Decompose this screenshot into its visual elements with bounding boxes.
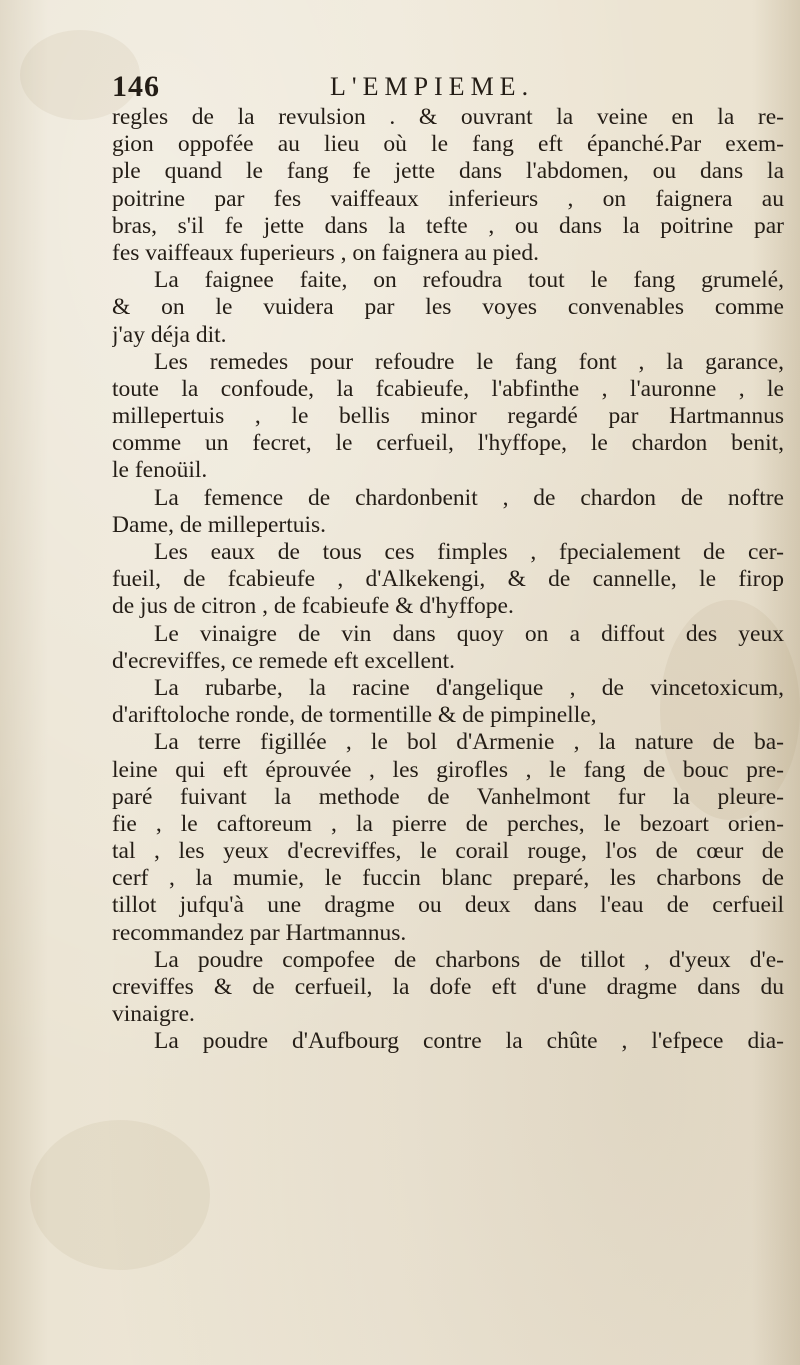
text-line: La poudre d'Aufbourg contre la chûte , l'efpece dia- [154,1028,784,1055]
text-line: Le vinaigre de vin dans quoy on a diffout des yeux [154,620,784,647]
text-line: toute la confoude, la fcabieufe, l'abfinthe , l'auronne , le [112,375,784,402]
text-line: le fenoüil. [112,457,208,484]
text-line: d'ariftoloche ronde, de tormentille & de pimpinelle, [112,702,597,729]
text-line: gion oppofée au lieu où le fang eft épanché.Par exem- [112,131,784,158]
text-line: bras, s'il fe jette dans la tefte , ou dans la poitrine par [112,212,784,239]
paper-stain [30,1120,210,1270]
text-line: d'ecreviffes, ce remede eft excellent. [112,647,456,674]
text-line: La terre figillée , le bol d'Armenie , la nature de ba- [154,729,784,756]
text-line: Les remedes pour refoudre le fang font , la garance, [154,348,784,375]
text-line: La poudre compofee de charbons de tillot , d'yeux d'e- [154,946,784,973]
text-line: cerf , la mumie, le fuccin blanc preparé, les charbons de [112,865,784,892]
text-line: paré fuivant la methode de Vanhelmont fur la pleure- [112,783,784,810]
text-line: La rubarbe, la racine d'angelique , de vincetoxicum, [154,674,784,701]
text-line: j'ay déja dit. [112,321,227,348]
text-line: fie , le caftoreum , la pierre de perches, le bezoart orien- [112,810,784,837]
text-line: regles de la revulsion . & ouvrant la veine en la re- [112,104,784,130]
body-text [112,104,784,1056]
text-line: fueil, de fcabieufe , d'Alkekengi, & de cannelle, le firop [112,566,784,593]
text-line: millepertuis , le bellis minor regardé par Hartmannus [112,403,784,430]
text-line: recommandez par Hartmannus. [112,919,407,946]
text-line: comme un fecret, le cerfueil, l'hyffope, le chardon benit, [112,430,784,457]
text-line: ple quand le fang fe jette dans l'abdomen, ou dans la [112,158,784,185]
text-line: leine qui eft éprouvée , les girofles , le fang de bouc pre- [112,756,784,783]
page-header [112,70,772,106]
text-line: Les eaux de tous ces fimples , fpecialement de cer- [154,539,784,565]
text-line: tal , les yeux d'ecreviffes, le corail rouge, l'os de cœur de [112,838,784,865]
text-line: Dame, de millepertuis. [112,511,327,538]
text-line: fes vaiffeaux fuperieurs , on faignera au pied. [112,239,539,266]
text-line: La faignee faite, on refoudra tout le fang grumelé, [154,267,784,294]
text-line: & on le vuidera par les voyes convenables comme [112,294,784,321]
page-number: 146 [112,70,160,103]
text-line: tillot jufqu'à une dragme ou deux dans l'eau de cerfueil [112,892,784,919]
text-line: La femence de chardonbenit , de chardon de noftre [154,484,784,511]
text-line: vinaigre. [112,1001,195,1028]
text-line: de jus de citron , de fcabieufe & d'hyffope. [112,593,514,620]
text-line: poitrine par fes vaiffeaux inferieurs , on faignera au [112,185,784,212]
running-title: L'EMPIEME. [330,72,535,101]
text-line: creviffes & de cerfueil, la dofe eft d'une dragme dans du [112,974,784,1000]
